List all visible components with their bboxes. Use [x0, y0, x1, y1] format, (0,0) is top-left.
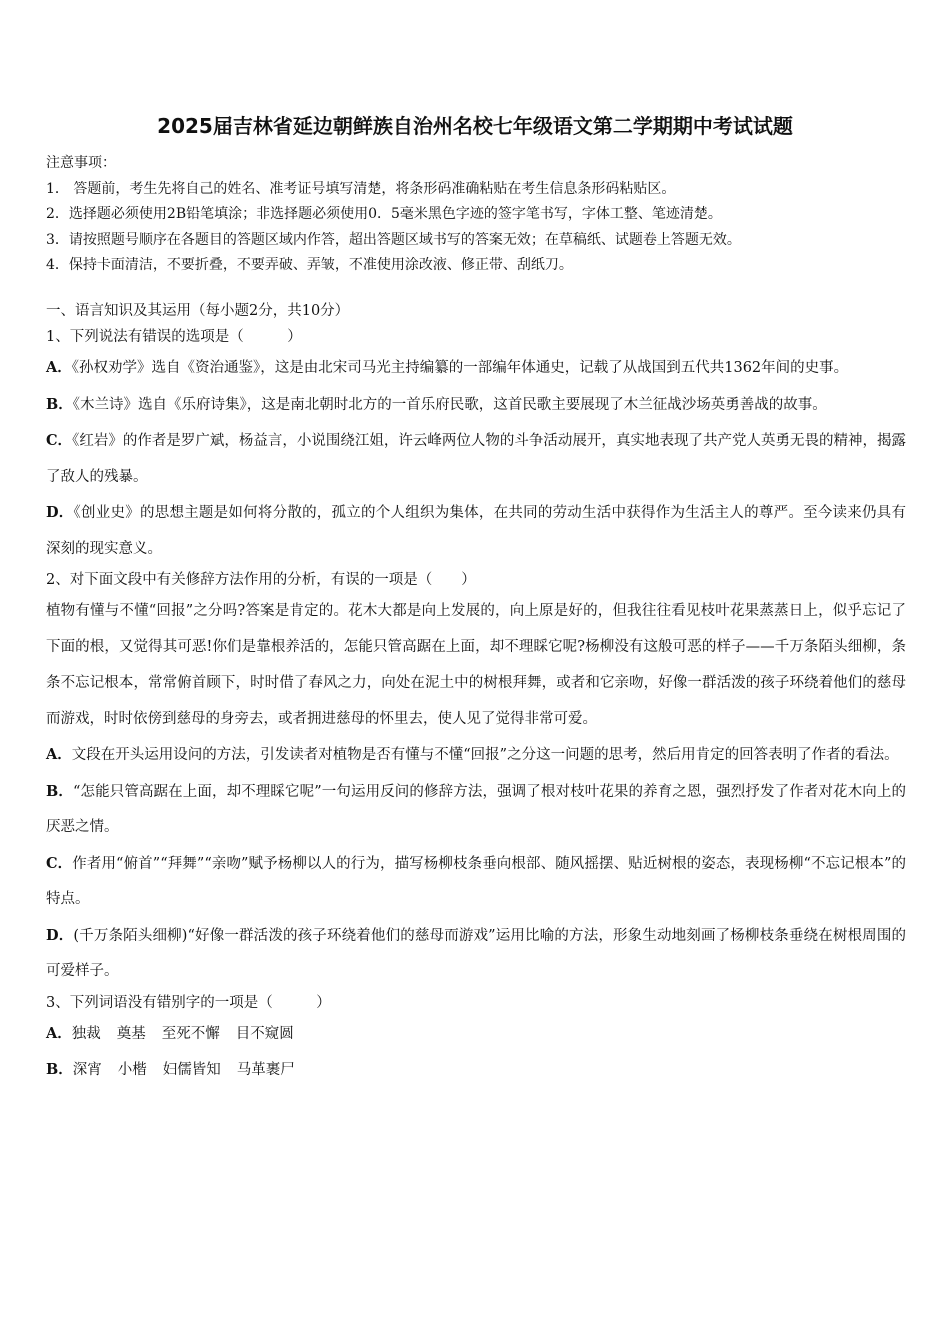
option-letter: D．	[46, 504, 74, 521]
page-title: 2025届吉林省延边朝鲜族自治州名校七年级语文第二学期期中考试试题	[157, 114, 793, 138]
question-2-option-c	[46, 846, 906, 918]
question-2-passage: 植物有懂与不懂“回报”之分吗?答案是肯定的。花木大都是向上发展的，向上原是好的，但我往往看见枝叶花果蒸蒸日上，似乎忘记了下面的根，又觉得其可恶!你们是靠根养活的，怎能只管高踞在上面，却不理睬它呢?杨柳没有这般可恶的样子——千万条陌头细柳，条条不忘记根本，常常俯首顾下，时时借了春风之力，向处在泥土中的树根拜舞，或者和它亲吻，好像一群活泼的孩子环绕着他们的慈母而游戏，时时依傍到慈母的身旁去，或者拥进慈母的怀里去，使人见了觉得非常可爱。	[46, 603, 906, 727]
option-text: 文段在开头运用设问的方法，引发读者对植物是否有懂与不懂“回报”之分这一问题的思考，然后用肯定的回答表明了作者的看法。	[71, 747, 899, 763]
question-3-option-a	[46, 1016, 906, 1053]
question-2-stem: 2、对下面文段中有关修辞方法作用的分析，有误的一项是（ ）	[46, 572, 476, 588]
option-letter: A．	[46, 746, 72, 763]
notes-item: 1． 答题前，考生先将自己的姓名、准考证号填写清楚，将条形码准确粘贴在考生信息条形码粘贴区。	[46, 180, 676, 197]
word: 马革裹尸	[236, 1062, 295, 1078]
option-text: “怎能只管高踞在上面，却不理睬它呢”一句运用反问的修辞方法，强调了根对枝叶花果的养育之恩，强烈抒发了作者对花木向上的厌恶之情。	[46, 783, 906, 835]
word: 独裁	[71, 1025, 101, 1042]
section-heading: 一、语言知识及其运用（每小题2分，共10分）	[46, 303, 350, 319]
question-1-stem: 1、下列说法有错误的选项是（ ）	[46, 329, 302, 345]
option-letter: C．	[46, 854, 73, 872]
option-letter: A．	[46, 359, 72, 376]
question-3-stem: 3、下列词语没有错别字的一项是（ ）	[46, 994, 331, 1011]
word: 深宵	[72, 1062, 102, 1078]
notes-heading: 注意事项：	[46, 155, 116, 171]
question-2-option-a	[46, 737, 906, 774]
option-letter: B．	[46, 395, 73, 413]
option-letter: B．	[46, 1061, 73, 1078]
option-letter: D．	[46, 926, 74, 944]
notes-item: 3．请按照题号顺序在各题目的答题区域内作答，超出答题区域书写的答案无效；在草稿纸、试题卷上答题无效。	[46, 231, 741, 248]
question-2-option-b	[46, 774, 906, 846]
option-text: 《创业史》的思想主题是如何将分散的，孤立的个人组织为集体，在共同的劳动生活中获得作为生活主人的尊严。至今读来仍具有深刻的现实意义。	[46, 505, 906, 557]
word: 奠基	[116, 1025, 146, 1042]
option-letter: B．	[46, 782, 73, 800]
question-content	[46, 298, 906, 1089]
word: 妇儒皆知	[162, 1062, 221, 1078]
notes-item: 2．选择题必须使用2B铅笔填涂；非选择题必须使用0．5毫米黑色字迹的签字笔书写，字体工整、笔迹清楚。	[46, 206, 722, 222]
question-1-option-b	[46, 387, 906, 424]
question-1-option-a	[46, 350, 906, 387]
question-2-option-d	[46, 918, 906, 990]
notes-item: 4．保持卡面清洁，不要折叠，不要弄破、弄皱，不准使用涂改液、修正带、刮纸刀。	[46, 257, 573, 273]
option-text: 作者用“俯首”“拜舞”“亲吻”赋予杨柳以人的行为，描写杨柳枝条垂向根部、随风摇摆、贴近树根的姿态，表现杨柳“不忘记根本”的特点。	[46, 855, 906, 907]
question-1-option-d	[46, 495, 906, 567]
option-text: 《孙权劝学》选自《资治通鉴》，这是由北宋司马光主持编纂的一部编年体通史，记载了从战国到五代共1362年间的史事。	[71, 360, 849, 376]
question-3-option-b	[46, 1052, 906, 1089]
option-text: (千万条陌头细柳)“好像一群活泼的孩子环绕着他们的慈母而游戏”运用比喻的方法，形象生动地刻画了杨柳枝条垂绕在树根周围的可爱样子。	[46, 927, 906, 979]
option-text: 《红岩》的作者是罗广斌，杨益言，小说围绕江姐，许云峰两位人物的斗争活动展开，真实地表现了共产党人英勇无畏的精神，揭露了敌人的残暴。	[46, 433, 907, 485]
option-text: 《木兰诗》选自《乐府诗集》，这是南北朝时北方的一首乐府民歌，这首民歌主要展现了木兰征战沙场英勇善战的故事。	[72, 396, 827, 413]
word: 目不窥圆	[235, 1025, 294, 1042]
option-letter: C．	[46, 432, 73, 449]
word: 小楷	[117, 1062, 147, 1078]
word: 至死不懈	[161, 1025, 220, 1042]
option-letter: A．	[46, 1024, 72, 1042]
question-1-option-c	[46, 423, 906, 495]
notes-block	[46, 151, 906, 279]
